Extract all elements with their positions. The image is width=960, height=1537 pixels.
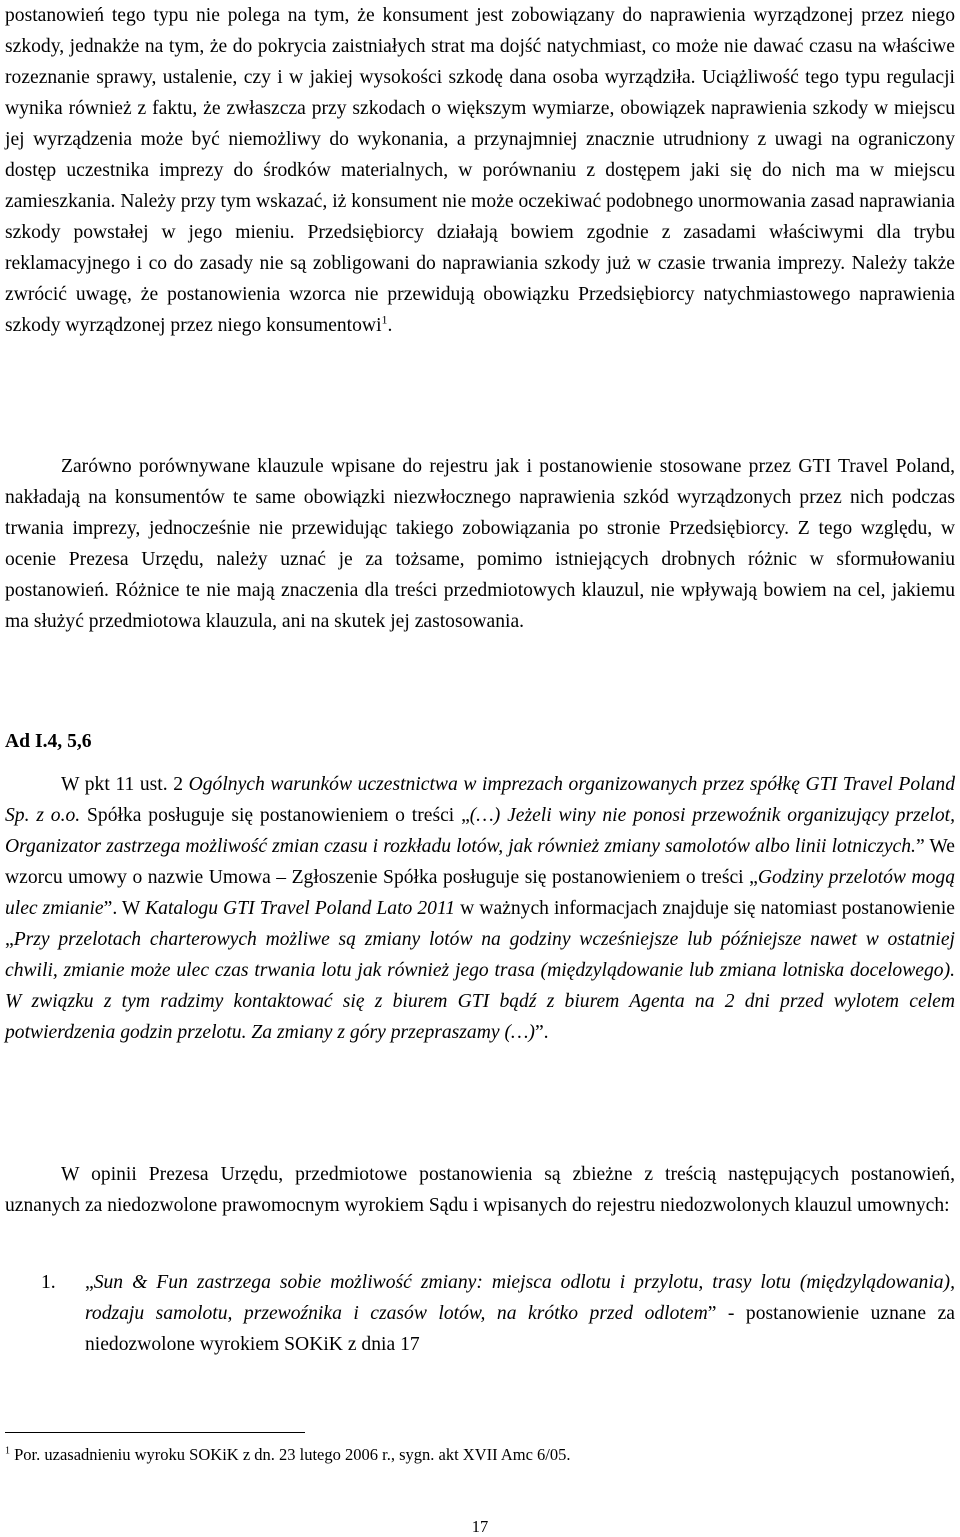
footnote-ref[interactable]: 1 — [381, 312, 388, 327]
footnote — [5, 1444, 570, 1466]
section-heading — [5, 731, 955, 753]
paragraph-1-text: postanowień tego typu nie polega na tym, że konsument jest zobowiązany do naprawienia wyrządzonej przez niego szkody, jednakże na tym, że do pokrycia zaistniałych strat ma dojść natychmiast, co może nie dawać czasu na właściwe rozeznanie sprawy, ustalenie, czy i w jakiej wysokości szkodę dana osoba wyrządziła. Uciążliwość tego typu regulacji wynika również z faktu, że zwłaszcza przy szkodach o większym wymiarze, obowiązek naprawienia szkody w miejscu jej wyrządzenia może być niemożliwy do wykonania, a przynajmniej znacznie utrudniony z uwagi na ograniczony dostęp uczestnika imprezy do środków materialnych, w porównaniu z dostępem jaki się do nich ma w miejscu zamieszkania. Należy przy tym wskazać, iż konsument nie może oczekiwać podobnego unormowania zasad naprawiania szkody powstałej w jego mieniu. Przedsiębiorcy działają bowiem zgodnie z zasadami właściwymi dla trybu reklamacyjnego i co do zasady nie są zobligowani do naprawiania szkody już w czasie trwania imprezy. Należy także zwrócić uwagę, że postanowienia wzorca nie przewidują obowiązku Przedsiębiorcy natychmiastowego naprawienia szkody wyrządzonej przez niego konsumentowi — [5, 5, 955, 336]
list-item: 1. „Sun & Fun zastrzega sobie możliwość zmiany: miejsca odlotu i przylotu, trasy lotu (międzylądowania), rodzaju samolotu, przewoźnika i czasów lotów, na krótko przed odlotem” - postanowienie uznane za niedozwolone wyrokiem SOKiK z dnia 17 — [5, 1267, 955, 1360]
quoted-document-title: Ogólnych warunków uczestnictwa w imprezach organizowanych przez spółkę GTI Travel Poland Sp. z o.o. — [5, 774, 955, 826]
quoted-clause-1: (…) Jeżeli winy nie ponosi przewoźnik organizujący przelot, Organizator zastrzega możliwość zmian czasu i rozkładu lotów, jak również zmiany samolotów albo linii lotniczych. — [5, 805, 955, 857]
catalog-title: Katalogu GTI Travel Poland Lato 2011 — [145, 898, 456, 919]
paragraph-4-text: W opinii Prezesa Urzędu, przedmiotowe postanowienia są zbieżne z treścią następujących postanowień, uznanych za niedozwolone prawomocnym wyrokiem Sądu i wpisanych do rejestru niedozwolonych klauzul umownych: — [5, 1164, 955, 1216]
paragraph-2-text: Zarówno porównywane klauzule wpisane do rejestru jak i postanowienie stosowane przez GTI Travel Poland, nakładają na konsumentów te same obowiązki niezwłocznego naprawienia szkód wyrządzonych przez nich podczas trwania imprezy, jednocześnie nie przewidując takiego zobowiązania po stronie Przedsiębiorcy. Z tego względu, w ocenie Prezesa Urzędu, należy uznać je za tożsame, pomimo istniejących drobnych różnic w sformułowaniu postanowień. Różnice te nie mają znaczenia dla treści przedmiotowych klauzul, nie wpływają bowiem na cel, jakiemu ma służyć przedmiotowa klauzula, ani na skutek jej zastosowania. — [5, 456, 955, 632]
footnote-number: 1 — [5, 1445, 10, 1457]
page-number: 17 — [471, 1517, 489, 1536]
paragraph-1: postanowień tego typu nie polega na tym, że konsument jest zobowiązany do naprawienia wyrządzonej przez niego szkody, jednakże na tym, że do pokrycia zaistniałych strat ma dojść natychmiast, co może nie dawać czasu na właściwe rozeznanie sprawy, ustalenie, czy i w jakiej wysokości szkodę dana osoba wyrządziła. Uciążliwość tego typu regulacji wynika również z faktu, że zwłaszcza przy szkodach o większym wymiarze, obowiązek naprawienia szkody w miejscu jej wyrządzenia może być niemożliwy do wykonania, a przynajmniej znacznie utrudniony z uwagi na ograniczony dostęp uczestnika imprezy do środków materialnych, w porównaniu z dostępem jaki się do nich ma w miejscu zamieszkania. Należy przy tym wskazać, iż konsument nie może oczekiwać podobnego unormowania zasad naprawiania szkody powstałej w jego mieniu. Przedsiębiorcy działają bowiem zgodnie z zasadami właściwymi dla trybu reklamacyjnego i co do zasady nie są zobligowani do naprawiania szkody już w czasie trwania imprezy. Należy także zwrócić uwagę, że postanowienia wzorca nie przewidują obowiązku Przedsiębiorcy natychmiastowego naprawienia szkody wyrządzonej przez niego konsumentowi$^1$. — [5, 5, 955, 336]
paragraph-4 — [5, 1159, 955, 1221]
numbered-list — [5, 1267, 955, 1360]
section-heading-text: Ad I.4, 5,6 — [5, 731, 92, 752]
paragraph-3: W pkt 11 ust. 2 Ogólnych warunków uczestnictwa w imprezach organizowanych przez spółkę GTI Travel Poland Sp. z o.o. Spółka posługuje się postanowieniem o treści „(…) Jeżeli winy nie ponosi przewoźnik organizujący przelot, Organizator zastrzega możliwość zmian czasu i rozkładu lotów, jak również zmiany samolotów albo linii lotniczych.” We wzorcu umowy o nazwie Umowa – Zgłoszenie Spółka posługuje się postanowieniem o treści „Godziny przelotów mogą ulec zmianie”. W Katalogu GTI Travel Poland Lato 2011 w ważnych informacjach znajduje się natomiast postanowienie „Przy przelotach charterowych możliwe są zmiany lotów na godziny wcześniejsze lub późniejsze nawet w ostatniej chwili, zmianie może ulec czas trwania lotu jak również jego trasa (międzylądowanie lub zmiana lotniska docelowego). W związku z tym radzimy kontaktować się z biurem GTI bądź z biurem Agenta na 2 dni przed wylotem celem potwierdzenia godzin przelotu. Za zmiany z góry przepraszamy (…)”. — [5, 774, 955, 1043]
quoted-clause-2: Godziny przelotów mogą ulec zmianie — [5, 867, 955, 919]
paragraph-2 — [5, 451, 955, 637]
quoted-clause-3: Przy przelotach charterowych możliwe są zmiany lotów na godziny wcześniejsze lub późniejsze nawet w ostatniej chwili, zmianie może ulec czas trwania lotu jak również jego trasa (międzylądowanie lub zmiana lotniska docelowego). W związku z tym radzimy kontaktować się z biurem GTI bądź z biurem Agenta na 2 dni przed wylotem celem potwierdzenia godzin przelotu. Za zmiany z góry przepraszamy (…) — [5, 929, 955, 1043]
list-item-quote: Sun & Fun zastrzega sobie możliwość zmiany: miejsca odlotu i przylotu, trasy lotu (międzylądowania), rodzaju samolotu, przewoźnika i czasów lotów, na krótko przed odlotem — [85, 1272, 955, 1324]
footnote-separator — [5, 1432, 305, 1433]
footnote-text: Por. uzasadnieniu wyroku SOKiK z dn. 23 lutego 2006 r., sygn. akt XVII Amc 6/05. — [10, 1445, 571, 1464]
list-item-number: 1. — [41, 1272, 56, 1293]
